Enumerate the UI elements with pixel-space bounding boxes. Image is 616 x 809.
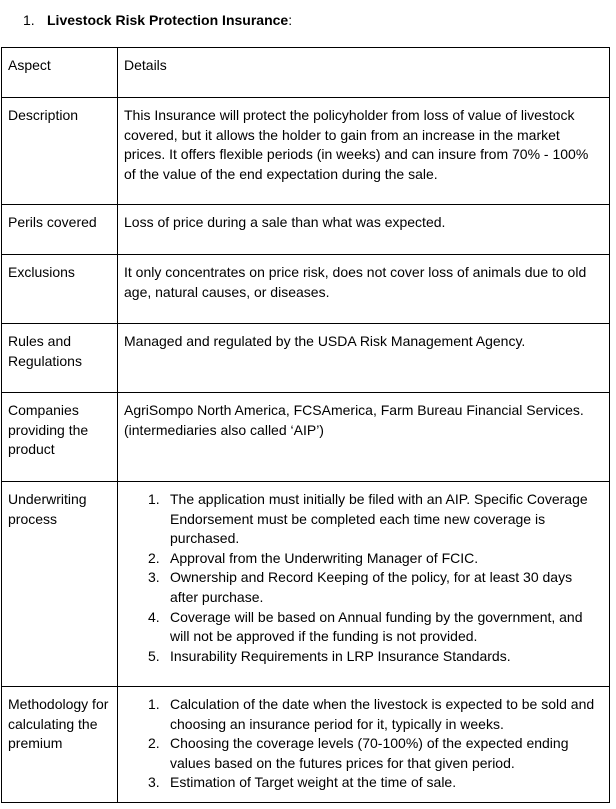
list-item-text: Approval from the Underwriting Manager of FCIC. (170, 549, 479, 566)
list-item-text: The application must initially be filed with an AIP. Specific Coverage Endorsement must be completed each time new coverage is purchased. (170, 491, 588, 547)
aspect-cell (2, 324, 118, 393)
details-cell (118, 482, 610, 687)
table-row (2, 98, 610, 205)
section-heading (23, 11, 292, 30)
aspect-label: Methodology for calculating the premium (8, 696, 109, 752)
header-aspect: Aspect (8, 57, 51, 73)
details-cell (118, 255, 610, 324)
list-marker: 2. (148, 549, 160, 566)
heading-suffix: : (288, 12, 293, 28)
list-item (148, 773, 603, 793)
list-marker: 1. (148, 491, 160, 507)
underwriting-steps-list (124, 490, 603, 666)
list-item (148, 695, 603, 734)
details-cell (118, 393, 610, 482)
list-item-text: Ownership and Record Keeping of the policy, for at least 30 days after purchase. (170, 569, 573, 605)
header-details: Details (124, 57, 167, 73)
list-marker: 3. (148, 569, 160, 586)
aspect-cell (2, 482, 118, 687)
list-marker: 1. (148, 696, 160, 712)
heading-number: 1. (23, 12, 35, 28)
aspect-label: Underwriting process (8, 491, 87, 527)
insurance-details-table (1, 47, 610, 803)
details-cell (118, 687, 610, 803)
details-text: It only concentrates on price risk, does not cover loss of animals due to old age, natural causes, or diseases. (124, 264, 587, 300)
aspect-label: Description (8, 107, 79, 123)
list-marker: 5. (148, 647, 160, 664)
details-cell (118, 205, 610, 255)
aspect-cell (2, 98, 118, 205)
list-marker: 3. (148, 774, 160, 791)
list-item (148, 490, 603, 549)
table-row (2, 393, 610, 482)
aspect-cell (2, 393, 118, 482)
aspect-cell (2, 255, 118, 324)
list-item (148, 568, 603, 607)
list-item (148, 549, 603, 569)
table-row (2, 255, 610, 324)
list-item (148, 734, 603, 773)
details-cell (118, 324, 610, 393)
aspect-label: Rules and Regulations (8, 333, 82, 369)
premium-method-steps-list (124, 695, 603, 793)
table-row (2, 687, 610, 803)
list-item (148, 647, 603, 667)
details-text: Managed and regulated by the USDA Risk Management Agency. (124, 333, 526, 349)
list-marker: 2. (148, 735, 160, 752)
aspect-label: Companies providing the product (8, 402, 89, 458)
list-item-text: Coverage will be based on Annual funding by the government, and will not be approved if the funding is not provided. (170, 608, 583, 645)
details-text: AgriSompo North America, FCSAmerica, Farm Bureau Financial Services. (intermediaries also called ‘AIP’) (124, 402, 584, 438)
header-details-cell (118, 48, 610, 98)
list-marker: 4. (148, 608, 160, 625)
aspect-cell (2, 687, 118, 803)
aspect-label: Exclusions (8, 264, 75, 280)
heading-title: Livestock Risk Protection Insurance (47, 12, 289, 28)
aspect-label: Perils covered (8, 214, 97, 230)
list-item (148, 608, 603, 647)
details-text: This Insurance will protect the policyholder from loss of value of livestock covered, but it allows the holder to gain from an increase in the market prices. It offers flexible periods (in weeks) and can insure from 70% - 100% of the value of the end expectation during the sale. (124, 107, 589, 182)
details-text: Loss of price during a sale than what was expected. (124, 214, 446, 230)
table-row (2, 482, 610, 687)
list-item-text: Choosing the coverage levels (70-100%) of the expected ending values based on the futures prices for that given period. (170, 735, 569, 771)
header-aspect-cell (2, 48, 118, 98)
list-item-text: Calculation of the date when the livestock is expected to be sold and choosing an insurance period for it, typically in weeks. (170, 696, 595, 732)
aspect-cell (2, 205, 118, 255)
table-header-row (2, 48, 610, 98)
list-item-text: Estimation of Target weight at the time of sale. (170, 774, 457, 791)
list-item-text: Insurability Requirements in LRP Insurance Standards. (170, 647, 511, 664)
table-row (2, 324, 610, 393)
details-cell (118, 98, 610, 205)
table-row (2, 205, 610, 255)
